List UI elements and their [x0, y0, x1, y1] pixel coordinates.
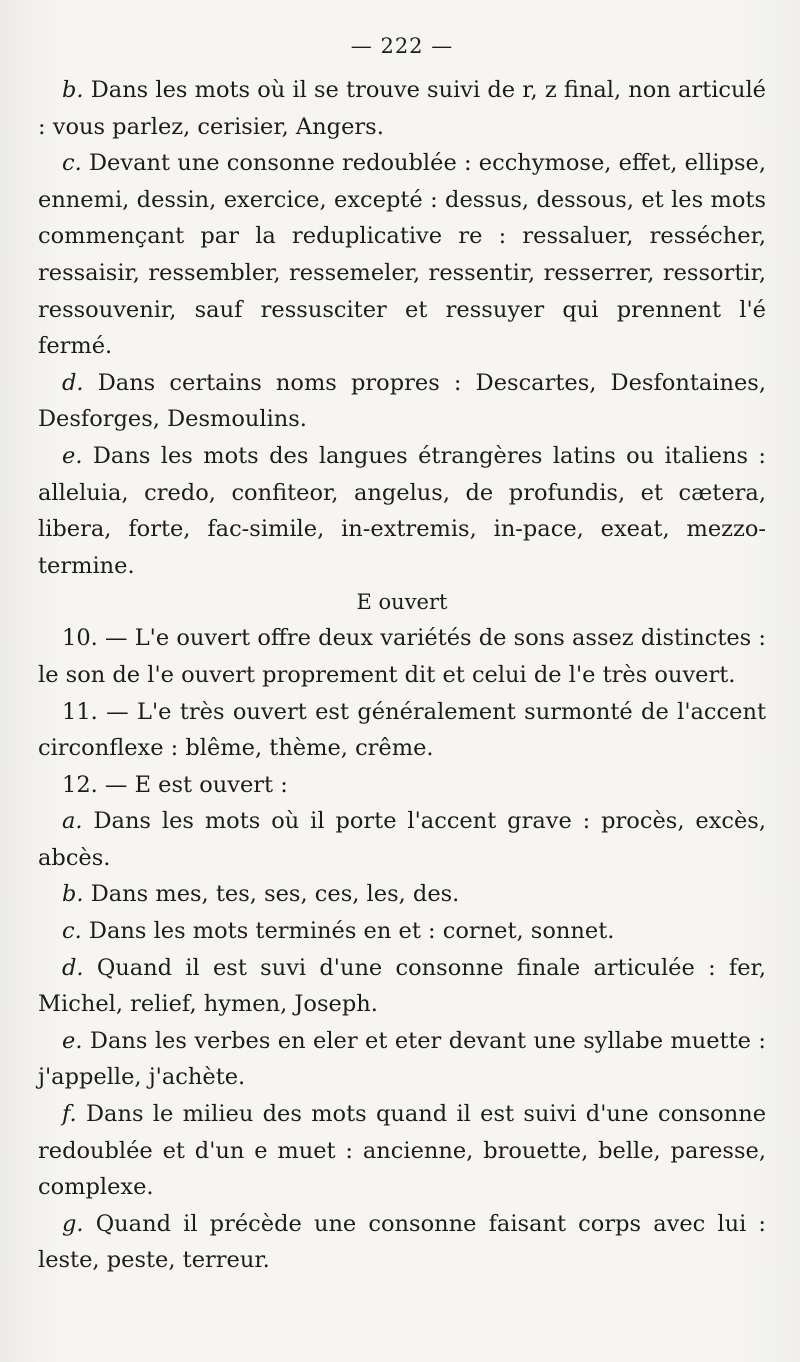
para-label: f.	[62, 1101, 77, 1128]
paragraph-b	[38, 72, 766, 145]
para-text: E est ouvert :	[134, 771, 288, 798]
paragraph-12g	[38, 1206, 766, 1279]
para-label: c.	[62, 918, 82, 945]
para-text: Dans mes, tes, ses, ces, les, des.	[90, 881, 460, 908]
para-label: a.	[62, 808, 83, 835]
para-text: L'e ouvert offre deux variétés de sons assez distinctes : le son de l'e ouvert proprement dit et celui de l'e très ouvert.	[38, 625, 767, 688]
para-text: Quand il est suvi d'une consonne finale articulée : fer, Michel, relief, hymen, Joseph.	[38, 954, 766, 1018]
para-label: e.	[62, 1027, 83, 1054]
paragraph-12	[38, 767, 766, 804]
para-text: L'e très ouvert est généralement surmonté de l'accent circonflexe : blême, thème, crême.	[38, 698, 766, 762]
para-text: Dans le milieu des mots quand il est suivi d'une consonne redoublée et d'un e muet : ancienne, brouette, belle, paresse, complexe.	[38, 1101, 767, 1201]
paragraph-c	[38, 145, 766, 365]
para-label: d.	[62, 954, 84, 981]
para-label: 10. —	[62, 625, 128, 652]
para-label: 11. —	[62, 698, 129, 725]
paragraph-e	[38, 438, 766, 584]
para-text: Dans les mots des langues étrangères latins ou italiens : alleluia, credo, confiteor, angelus, de profundis, et cætera, libera, forte, fac-simile, in-extremis, in-pace, exeat, mezzo-termine.	[38, 442, 766, 579]
paragraph-12c	[38, 913, 766, 950]
paragraph-12e	[38, 1023, 766, 1096]
paragraph-11	[38, 694, 766, 767]
paragraph-12f	[38, 1096, 766, 1206]
paragraph-10	[38, 620, 766, 693]
para-text: Dans les mots où il porte l'accent grave : procès, excès, abcès.	[38, 808, 766, 871]
para-label: d.	[62, 369, 84, 396]
page-number: — 222 —	[350, 34, 454, 58]
para-text: Dans les mots terminés en et : cornet, sonnet.	[88, 918, 615, 945]
section-heading: E ouvert	[356, 590, 448, 615]
para-text: Quand il précède une consonne faisant corps avec lui : leste, peste, terreur.	[38, 1210, 767, 1274]
para-label: g.	[62, 1210, 84, 1237]
paragraph-d	[38, 365, 766, 438]
para-label: e.	[62, 442, 83, 469]
para-text: Devant une consonne redoublée : ecchymose, effet, ellipse, ennemi, dessin, exercice, excepté : dessus, dessous, et les mots commençant par la reduplicative re : ressaluer, ressécher, ressaisir, ressembler, ressemeler, ressentir, resserrer, ressortir, ressouvenir, sauf ressusciter et ressuyer qui prennent l'é fermé.	[38, 150, 766, 360]
para-text: Dans les verbes en eler et eter devant une syllabe muette : j'appelle, j'achète.	[38, 1027, 766, 1091]
para-text: Dans certains noms propres : Descartes, Desfontaines, Desforges, Desmoulins.	[38, 369, 766, 433]
paragraph-12d	[38, 950, 766, 1023]
paragraph-12a	[38, 803, 766, 876]
para-label: b.	[62, 77, 84, 103]
paragraph-12b	[38, 876, 766, 913]
para-text: Dans les mots où il se trouve suivi de r, z final, non articulé : vous parlez, cerisier, Angers.	[38, 77, 766, 140]
para-label: 12. —	[62, 771, 128, 798]
para-label: b.	[62, 881, 84, 908]
para-label: c.	[62, 150, 82, 177]
